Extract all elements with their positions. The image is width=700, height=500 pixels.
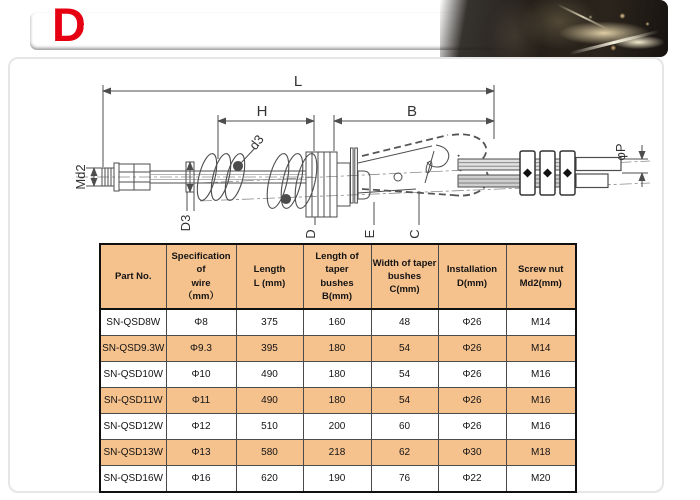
cell: 60 bbox=[371, 414, 438, 440]
dim-label-d3: d3 bbox=[246, 131, 267, 153]
cell: Φ26 bbox=[438, 336, 506, 362]
cell: Φ11 bbox=[166, 388, 236, 414]
col-installation: Installation D(mm) bbox=[438, 244, 506, 309]
cell: Φ12 bbox=[166, 414, 236, 440]
cell: 54 bbox=[371, 388, 438, 414]
cell: 48 bbox=[371, 309, 438, 336]
dim-label-H: H bbox=[256, 103, 268, 120]
table-header-row bbox=[100, 244, 576, 309]
cell: Φ26 bbox=[438, 414, 506, 440]
cell: Φ9.3 bbox=[166, 336, 236, 362]
cell: M14 bbox=[506, 309, 576, 336]
table-row bbox=[100, 466, 576, 493]
section-title-initial: D bbox=[52, 0, 86, 51]
dim-label-L: L bbox=[293, 73, 303, 90]
table-row bbox=[100, 336, 576, 362]
table-row bbox=[100, 309, 576, 336]
cell: Φ8 bbox=[166, 309, 236, 336]
cable-terminal bbox=[576, 174, 608, 188]
cell: Φ30 bbox=[438, 440, 506, 466]
cell: Φ10 bbox=[166, 362, 236, 388]
cell: 180 bbox=[303, 388, 371, 414]
cell-part-no: SN-QSD10W bbox=[100, 362, 166, 388]
wire-end-dot bbox=[234, 162, 243, 171]
cell: M16 bbox=[506, 362, 576, 388]
dim-label-phiP: φP bbox=[613, 143, 628, 161]
cell-part-no: SN-QSD9.3W bbox=[100, 336, 166, 362]
cell: M18 bbox=[506, 440, 576, 466]
cell: Φ16 bbox=[166, 466, 236, 493]
cell-part-no: SN-QSD8W bbox=[100, 309, 166, 336]
col-taper-length: Length of taper bushes B(mm) bbox=[303, 244, 371, 309]
cell: M14 bbox=[506, 336, 576, 362]
dim-label-D3: D3 bbox=[178, 214, 193, 232]
cell: 510 bbox=[236, 414, 303, 440]
cell: M16 bbox=[506, 388, 576, 414]
cell-part-no: SN-QSD16W bbox=[100, 466, 166, 493]
cell: 375 bbox=[236, 309, 303, 336]
welding-sparks-photo bbox=[440, 0, 668, 57]
cell-part-no: SN-QSD11W bbox=[100, 388, 166, 414]
cable-clamps bbox=[520, 151, 575, 195]
cell: Φ26 bbox=[438, 362, 506, 388]
table-row bbox=[100, 440, 576, 466]
dimensions-table bbox=[99, 243, 577, 493]
cell: 76 bbox=[371, 466, 438, 493]
cell: 180 bbox=[303, 336, 371, 362]
spark-streak bbox=[569, 30, 659, 55]
content-panel bbox=[8, 57, 664, 493]
section-title: imensions bbox=[82, 17, 195, 44]
col-screw-nut: Screw nut Md2(mm) bbox=[506, 244, 576, 309]
wire-end-dot bbox=[282, 195, 291, 204]
cell: Φ26 bbox=[438, 388, 506, 414]
cell: 218 bbox=[303, 440, 371, 466]
col-length-l: Length L (mm) bbox=[236, 244, 303, 309]
cell-part-no: SN-QSD13W bbox=[100, 440, 166, 466]
cell: 620 bbox=[236, 466, 303, 493]
cell: 395 bbox=[236, 336, 303, 362]
dim-label-D: D bbox=[303, 229, 318, 239]
technical-drawing bbox=[10, 59, 666, 245]
table-row bbox=[100, 362, 576, 388]
dim-label-C: C bbox=[407, 229, 422, 239]
table-row bbox=[100, 388, 576, 414]
cell: Φ26 bbox=[438, 309, 506, 336]
dim-label-E: E bbox=[362, 229, 377, 239]
cell: 160 bbox=[303, 309, 371, 336]
cell: 200 bbox=[303, 414, 371, 440]
cell: 190 bbox=[303, 466, 371, 493]
dim-label-Md2: Md2 bbox=[73, 164, 88, 190]
cell-part-no: SN-QSD12W bbox=[100, 414, 166, 440]
cell: 490 bbox=[236, 362, 303, 388]
cell: M16 bbox=[506, 414, 576, 440]
spring-coils bbox=[193, 152, 321, 211]
cell: M20 bbox=[506, 466, 576, 493]
cell: 54 bbox=[371, 362, 438, 388]
cell: 180 bbox=[303, 362, 371, 388]
col-part-no: Part No. bbox=[100, 244, 166, 309]
col-spec-of-wire: Specification of wire （mm） bbox=[166, 244, 236, 309]
dim-label-B: B bbox=[406, 103, 418, 120]
cell: Φ22 bbox=[438, 466, 506, 493]
table-row bbox=[100, 414, 576, 440]
cell: 490 bbox=[236, 388, 303, 414]
spark-streak bbox=[556, 3, 609, 30]
cell: 54 bbox=[371, 336, 438, 362]
cell: Φ13 bbox=[166, 440, 236, 466]
cell: 580 bbox=[236, 440, 303, 466]
cell: 62 bbox=[371, 440, 438, 466]
col-taper-width: Width of taper bushes C(mm) bbox=[371, 244, 438, 309]
